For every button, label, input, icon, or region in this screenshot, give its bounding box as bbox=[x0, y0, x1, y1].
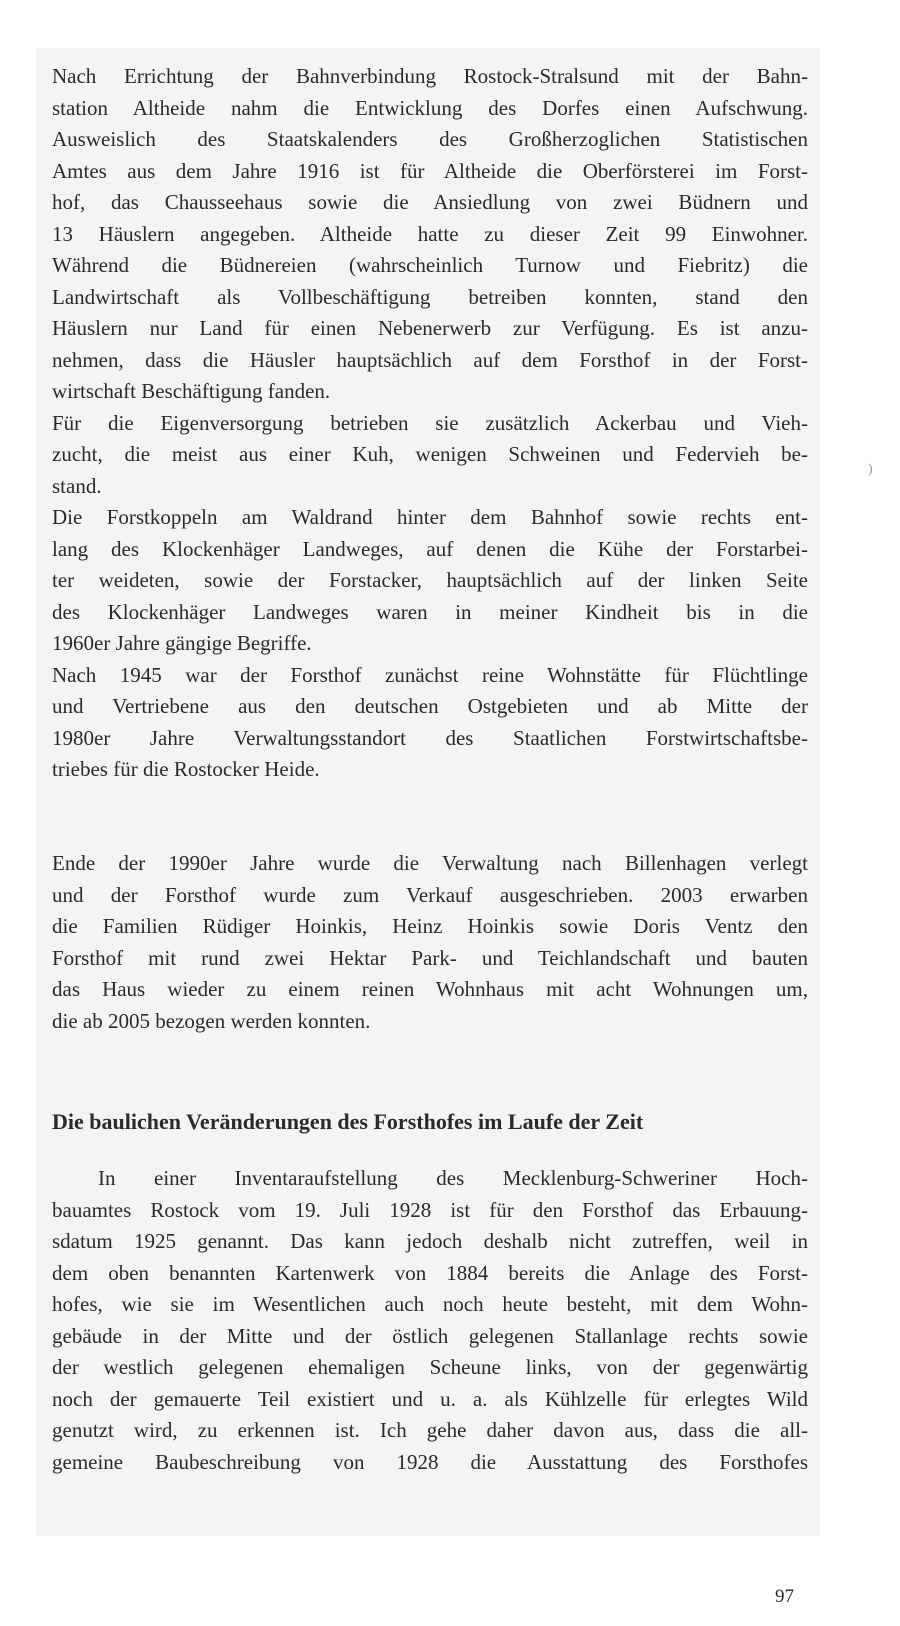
text-line: hofes, wie sie im Wesentlichen auch noch heute besteht, mit dem Wohn- bbox=[52, 1292, 808, 1316]
text-line: die ab 2005 bezogen werden konnten. bbox=[52, 1008, 371, 1033]
text-line: Ausweislich des Staatskalenders des Großherzoglichen Statistischen bbox=[52, 127, 808, 151]
text-line: gemeine Baubeschreibung von 1928 die Ausstattung des Forsthofes bbox=[52, 1449, 808, 1474]
text-line: bauamtes Rostock vom 19. Juli 1928 ist für den Forsthof das Erbauung- bbox=[52, 1197, 808, 1222]
text-line: dem oben benannten Kartenwerk von 1884 bereits die Anlage des Forst- bbox=[52, 1260, 808, 1285]
text-line: Für die Eigenversorgung betrieben sie zusätzlich Ackerbau und Vieh- bbox=[52, 410, 808, 435]
text-line: In einer Inventaraufstellung des Mecklenburg-Schweriner Hoch- bbox=[98, 1166, 808, 1190]
text-line: Häuslern nur Land für einen Nebenerwerb zur Verfügung. Es ist anzu- bbox=[52, 316, 808, 340]
text-line: Nach Errichtung der Bahnverbindung Rostock-Stralsund mit der Bahn- bbox=[52, 64, 808, 88]
text-line: zucht, die meist aus einer Kuh, wenigen Schweinen und Federvieh be- bbox=[52, 442, 808, 466]
text-line: stand. bbox=[52, 473, 102, 498]
text-line: Ende der 1990er Jahre wurde die Verwaltung nach Billenhagen verlegt bbox=[52, 851, 808, 875]
margin-mark: ) bbox=[868, 462, 873, 477]
text-line: Amtes aus dem Jahre 1916 ist für Altheide die Oberförsterei im Forst- bbox=[52, 158, 808, 183]
text-line: Landwirtschaft als Vollbeschäftigung betreiben konnten, stand den bbox=[52, 284, 808, 309]
section-heading: Die baulichen Veränderungen des Forsthofes im Laufe der Zeit bbox=[52, 1109, 644, 1134]
text-line: Während die Büdnereien (wahrscheinlich Turnow und Fiebritz) die bbox=[52, 253, 808, 277]
text-line: Nach 1945 war der Forsthof zunächst reine Wohnstätte für Flüchtlinge bbox=[52, 662, 808, 687]
text-line: noch der gemauerte Teil existiert und u. a. als Kühlzelle für erlegtes Wild bbox=[52, 1386, 808, 1411]
text-line: genutzt wird, zu erkennen ist. Ich gehe daher davon aus, dass die all- bbox=[52, 1418, 808, 1442]
text-block-history bbox=[52, 61, 808, 786]
text-line: wirtschaft Beschäftigung fanden. bbox=[52, 379, 331, 403]
text-line: 1980er Jahre Verwaltungsstandort des Staatlichen Forstwirtschaftsbe- bbox=[52, 725, 808, 750]
text-line: und Vertriebene aus den deutschen Ostgebieten und ab Mitte der bbox=[52, 694, 808, 718]
text-line: das Haus wieder zu einem reinen Wohnhaus mit acht Wohnungen um, bbox=[52, 977, 808, 1001]
text-line: sdatum 1925 genannt. Das kann jedoch deshalb nicht zutreffen, weil in bbox=[52, 1229, 808, 1253]
text-block-recent bbox=[52, 848, 808, 1037]
text-line: 1960er Jahre gängige Begriffe. bbox=[52, 631, 312, 655]
text-line: 13 Häuslern angegeben. Altheide hatte zu dieser Zeit 99 Einwohner. bbox=[52, 221, 808, 246]
text-line: gebäude in der Mitte und der östlich gelegenen Stallanlage rechts sowie bbox=[52, 1323, 808, 1348]
text-line: hof, das Chausseehaus sowie die Ansiedlung von zwei Büdnern und bbox=[52, 190, 808, 214]
text-line: die Familien Rüdiger Hoinkis, Heinz Hoinkis sowie Doris Ventz den bbox=[52, 914, 808, 938]
text-line: station Altheide nahm die Entwicklung des Dorfes einen Aufschwung. bbox=[52, 95, 808, 120]
text-line: ter weideten, sowie der Forstacker, hauptsächlich auf der linken Seite bbox=[52, 568, 808, 592]
text-line: des Klockenhäger Landweges waren in meiner Kindheit bis in die bbox=[52, 599, 808, 624]
text-line: Die Forstkoppeln am Waldrand hinter dem Bahnhof sowie rechts ent- bbox=[52, 505, 808, 529]
text-line: der westlich gelegenen ehemaligen Scheune links, von der gegenwärtig bbox=[52, 1355, 808, 1379]
text-line: Forsthof mit rund zwei Hektar Park- und Teichlandschaft und bauten bbox=[52, 945, 808, 970]
page-number: 97 bbox=[775, 1586, 794, 1607]
text-line: nehmen, dass die Häusler hauptsächlich auf dem Forsthof in der Forst- bbox=[52, 347, 808, 372]
text-block-construction bbox=[52, 1163, 808, 1478]
text-line: lang des Klockenhäger Landweges, auf denen die Kühe der Forstarbei- bbox=[52, 536, 808, 561]
text-line: und der Forsthof wurde zum Verkauf ausgeschrieben. 2003 erwarben bbox=[52, 882, 808, 907]
text-line: triebes für die Rostocker Heide. bbox=[52, 757, 320, 781]
